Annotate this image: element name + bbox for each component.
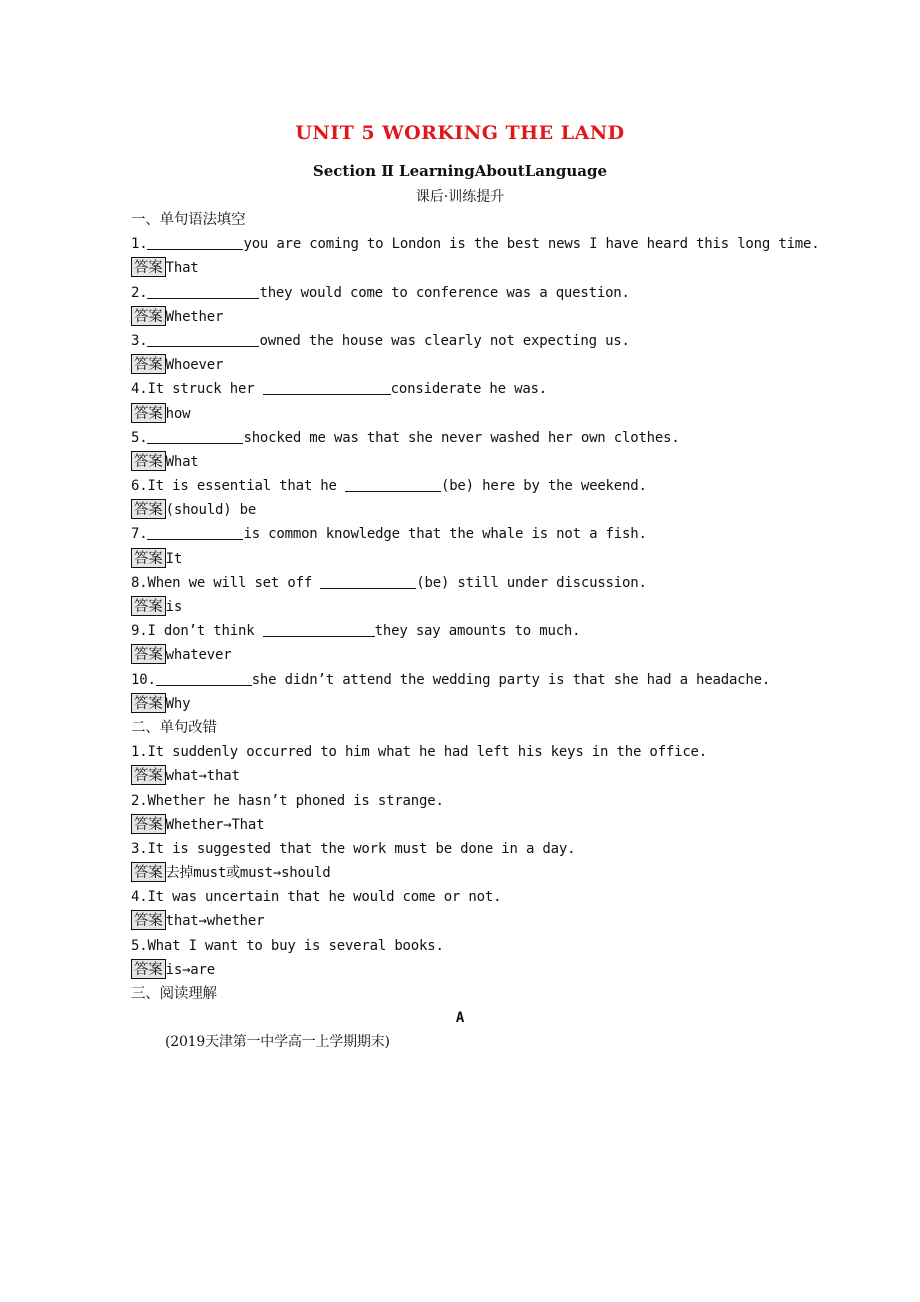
part2-heading: 二、单句改错 [131,719,217,736]
question-10: 10. she didn’t attend the wedding party is that she had a headache. [131,671,771,688]
correction-answer-3: 答案 去掉must或must→should [131,861,791,885]
answer-7: 答案 It [131,547,791,571]
answer-blank [263,379,391,395]
correction-answer-2: 答案 Whether→That [131,813,791,837]
answer-3: 答案 Whoever [131,353,791,377]
correction-4: 4.It was uncertain that he would come or not. [131,889,502,906]
answer-blank [320,573,416,589]
correction-5: 5.What I want to buy is several books. [131,937,444,954]
part1-heading: 一、单句语法填空 [131,212,246,228]
answer-tag: 答案 [131,644,166,664]
subheading: 课后·训练提升 [415,189,505,205]
answer-tag: 答案 [131,306,166,326]
section-title: Section Ⅱ LearningAboutLanguage [312,162,608,180]
correction-answer-5: 答案 is→are [131,958,791,982]
exercise-content [131,208,820,1055]
answer-tag: 答案 [131,693,166,713]
question-2: 2. they would come to conference was a question. [131,284,630,301]
question-1: 1. you are coming to London is the best news I have heard this long time. [131,236,820,253]
answer-tag: 答案 [131,451,166,471]
answer-tag: 答案 [131,596,166,616]
correction-3: 3.It is suggested that the work must be done in a day. [131,840,576,857]
question-5: 5. shocked me was that she never washed her own clothes. [131,429,680,446]
answer-tag: 答案 [131,548,166,568]
passage-label: A [455,1010,465,1027]
correction-answer-4: 答案 that→whether [131,909,791,933]
answer-blank [263,621,375,637]
correction-answer-1: 答案 what→that [131,764,791,788]
answer-1: 答案 That [131,256,791,280]
question-6: 6.It is essential that he (be) here by the weekend. [131,478,647,495]
answer-blank [147,428,243,444]
correction-2: 2.Whether he hasn’t phoned is strange. [131,792,444,809]
question-3: 3. owned the house was clearly not expecting us. [131,332,630,349]
answer-blank [147,234,243,250]
answer-blank [147,331,259,347]
answer-tag: 答案 [131,354,166,374]
answer-blank [147,283,259,299]
answer-4: 答案 how [131,402,791,426]
answer-6: 答案 (should) be [131,498,791,522]
answer-blank [156,670,252,686]
question-4: 4.It struck her considerate he was. [131,381,548,398]
answer-tag: 答案 [131,959,166,979]
answer-tag: 答案 [131,257,166,277]
question-7: 7. is common knowledge that the whale is not a fish. [131,526,647,543]
answer-9: 答案 whatever [131,643,791,667]
answer-tag: 答案 [131,499,166,519]
answer-tag: 答案 [131,765,166,785]
answer-8: 答案 is [131,595,791,619]
answer-tag: 答案 [131,862,166,882]
answer-5: 答案 What [131,450,791,474]
part3-heading: 三、阅读理解 [131,986,217,1002]
answer-tag: 答案 [131,910,166,930]
unit-title: UNIT 5 WORKING THE LAND [295,122,625,144]
answer-tag: 答案 [131,403,166,423]
answer-blank [147,524,243,540]
passage-source: (2019天津第一中学高一上学期期末) [165,1034,390,1051]
answer-tag: 答案 [131,814,166,834]
question-8: 8.When we will set off (be) still under discussion. [131,574,647,591]
question-9: 9.I don’t think they say amounts to much. [131,623,581,640]
correction-1: 1.It suddenly occurred to him what he had left his keys in the office. [131,744,708,761]
answer-blank [345,476,441,492]
answer-10: 答案 Why [131,692,791,716]
answer-2: 答案 Whether [131,305,791,329]
